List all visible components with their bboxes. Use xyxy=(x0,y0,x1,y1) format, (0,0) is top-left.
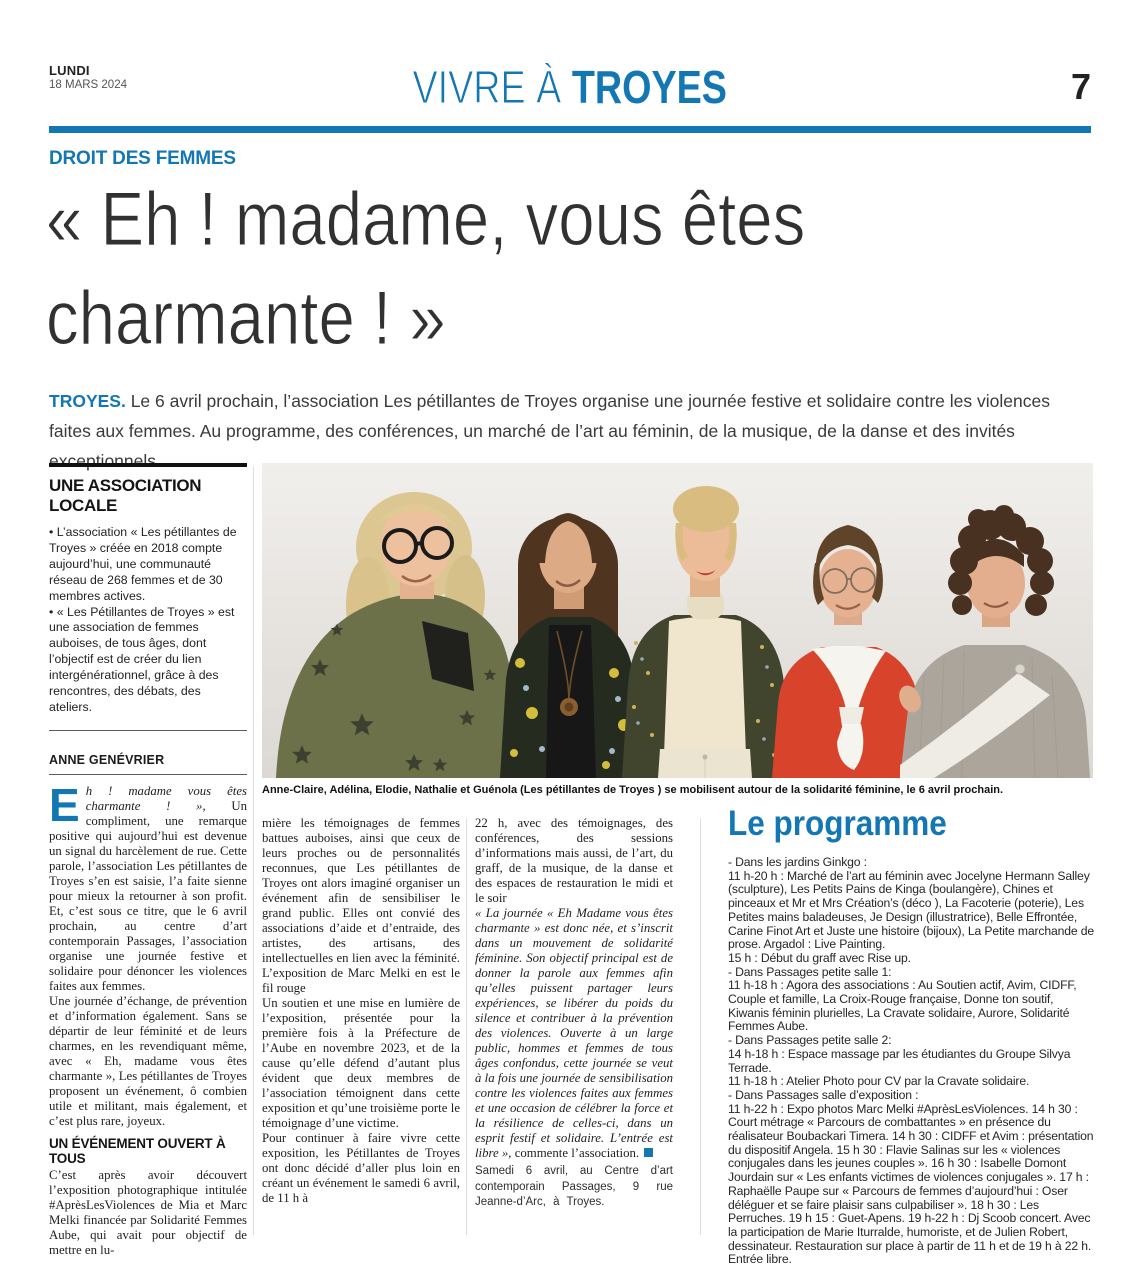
article-column-2 xyxy=(262,816,460,1206)
article-column-1 xyxy=(49,778,247,1258)
column-divider xyxy=(253,466,254,1235)
fact-box xyxy=(49,463,247,716)
headline-line-2: charmante ! » xyxy=(46,276,446,361)
section-title-light: VIVRE À xyxy=(412,61,573,113)
header-rule xyxy=(49,126,1091,133)
article-column-3 xyxy=(475,816,673,1211)
programme-line: 11 h-18 h : Agora des associations : Au Soutien actif, Avim, CIDFF, Couple et famille, La Croix-Rouge française, Donne ton soutif, Kiwanis féminin plurielles, La Cravate solidaire, Aurore, Solidarité Femmes Aube. xyxy=(728,978,1077,1034)
page-number: 7 xyxy=(1070,66,1091,107)
byline: ANNE GENÉVRIER xyxy=(49,730,247,775)
programme-line: 15 h : Début du graff avec Rise up. xyxy=(728,950,911,965)
drop-cap: E xyxy=(49,778,80,831)
lede-text: Le 6 avril prochain, l’association Les pétillantes de Troyes organise une journée festive et solidaire contre les violences faites aux femmes. Au programme, des conférences, un marché de l’art au féminin, de la musique, de la danse et des invités exceptionnels. xyxy=(49,391,1050,471)
column-divider xyxy=(700,818,701,1235)
date: 18 MARS 2024 xyxy=(49,78,127,91)
paragraph xyxy=(475,906,673,1161)
programme-line: 14 h-18 h : Espace massage par les étudiantes du Groupe Silvya Terrade. xyxy=(728,1046,1071,1075)
left-rail xyxy=(49,463,247,1258)
programme-section xyxy=(728,804,1094,1267)
programme-title: Le programme xyxy=(728,804,947,843)
programme-line: 11 h-18 h : Atelier Photo pour CV par la Cravate solidaire. xyxy=(728,1074,1030,1089)
programme-line: - Dans Passages salle d’exposition : xyxy=(728,1087,919,1102)
headline-line-1: « Eh ! madame, vous êtes xyxy=(46,177,806,262)
fact-box-item: • « Les Pétillantes de Troyes » est une association de femmes auboises, de tous âges, dont l’objectif est de créer du lien intergénérationnel, grâce à des rencontres, des débats, des ateliers. xyxy=(49,605,247,716)
group-photo xyxy=(262,463,1093,778)
paragraph: Un soutien et une mise en lumière de l’exposition, présentée pour la première fois à la Préfecture de l’Aube en novembre 2023, et de la cause qu’elle défend d’autant plus évident que deux membres de l’association témoignent dans cette exposition et qu’une troisième porte le témoignage d’une victime. xyxy=(262,996,460,1130)
paragraph-text: Un compliment, une remarque positive qui aujourd’hui est devenue un signal du harcèlement de rue. Cette parole, l’association Les pétillantes de Troyes s’en est saisie, l’a faite sienne pour mieux la retourner à son profit. Et, c’est sous ce titre, que le 6 avril prochain, au centre d’art contemporain Passages, l’association organise une journée festive et solidaire pour dénoncer les violences faites aux femmes. xyxy=(49,798,247,993)
paragraph: mière les témoignages de femmes battues auboises, ainsi que ceux de leurs proches ou de personnalités reconnues, que Les pétillantes de Troyes ont alors imaginé organiser un événement afin de sensibiliser le grand public. Elles ont convié des associations d’aide et d’entraide, des artistes, des artisans, des intellectuelles en lien avec la féminité. L’exposition de Marc Melki en est le fil rouge xyxy=(262,816,460,995)
paragraph: Pour continuer à faire vivre cette exposition, les Pétillantes de Troyes ont donc décidé d’aller plus loin en créant un événement le samedi 6 avril, de 11 h à xyxy=(262,1131,460,1205)
programme-line: 11 h-20 h : Marché de l’art au féminin avec Jocelyne Hermann Salley (sculpture), Les Petits Pains de Kinga (boulangère), Chines et pinceaux et Mr et Mrs Création’s (déco ), La Facoterie (poterie), Les Petites mains baladeuses, Je Design (illustratrice), Belle Effrontée, Carine Finot Art et Juste une histoire (bijoux), La Petite marchande de prose. Argadol : Live Painting. xyxy=(728,868,1095,952)
quote-fragment: h ! madame vous êtes charmante ! », xyxy=(85,783,247,813)
headline xyxy=(46,170,929,368)
practical-info: Samedi 6 avril, au Centre d’art contemporain Passages, 9 rue Jeanne-d’Arc, à Troyes. xyxy=(475,1165,673,1208)
fact-box-title: UNE ASSOCIATION LOCALE xyxy=(49,476,202,515)
programme-line: - Dans Passages petite salle 2: xyxy=(728,1033,892,1048)
column-divider xyxy=(466,818,467,1235)
section-title-bold: TROYES xyxy=(572,61,728,113)
weekday: LUNDI xyxy=(49,63,90,78)
programme-line: - Dans Passages petite salle 1: xyxy=(728,964,892,979)
subhead: UN ÉVÉNEMENT OUVERT À TOUS xyxy=(49,1135,226,1166)
fact-box-item: • L’association « Les pétillantes de Troyes » créée en 2018 compte aujourd’hui, une communauté réseau de 268 femmes et de 30 membres actives. xyxy=(49,525,247,605)
lede-lead-in: TROYES. xyxy=(49,391,126,411)
paragraph: Une journée d’échange, de prévention et d’information également. Sans se départir de leur féminité et de leurs charmes, en les revendiquant même, avec « Eh, madame vous êtes charmante », Les pétillantes de Troyes proposent un événement, ô combien utile et militant, mais également, et c’est plus rare, joyeux. xyxy=(49,993,247,1128)
group-photo-illustration xyxy=(262,463,1093,778)
paragraph: 22 h, avec des témoignages, des conférences, des sessions d’informations mais aussi, de l’art, du graff, de la musique, de la danse et des espaces de restauration le midi et le soir xyxy=(475,816,673,905)
quote-text: « La journée « Eh Madame vous êtes charmante » est donc née, et s’inscrit dans un mouvement de solidarité féminine. Son objectif principal est de donner la parole aux femmes afin qu’elles puissent partager leurs expériences, se libérer du poids du silence et contribuer à la prévention des violences. Ouverte à un large public, hommes et femmes de tous âges confondus, cette journée se veut à la fois une journée de sensibilisation contre les violences faites aux femmes et une occasion de célébrer la force et la résilience de celles-ci, dans un esprit festif et solidaire. L’entrée est libre », xyxy=(475,906,673,1160)
end-of-article-marker xyxy=(644,1148,653,1157)
photo-caption: Anne-Claire, Adélina, Elodie, Nathalie et Guénola (Les pétillantes de Troyes ) se mobilisent autour de la solidarité féminine, le 6 avril prochain. xyxy=(262,784,1004,796)
quote-attribution: commente l’association. xyxy=(511,1146,640,1160)
paragraph: C’est après avoir découvert l’exposition photographique intitulée #AprèsLesViolences de Mia et Marc Melki financée par Solidarité Femmes Aube, qui avait pour objectif de mettre en lu- xyxy=(49,1167,247,1257)
programme-line: - Dans les jardins Ginkgo : xyxy=(728,855,867,869)
programme-line: 11 h-22 h : Expo photos Marc Melki #AprèsLesViolences. 14 h 30 : Court métrage « Parcours de combattantes » en présence du réalisateur Boubackari Timera. 14 h 30 : CIDFF et Avim : présentation du dispositif Angela. 15 h 30 : Flavie Salinas sur les « violences conjugales dans les jeunes couples ». 16 h 30 : Isabelle Domont Jourdain sur « Les enfants victimes de violences conjugales ». 17 h : Raphaëlle Paupe sur « Parcours de femmes d’aujourd’hui : Oser déléguer et se faire plaisir sans culpabiliser ». 18 h 30 : Les Perruches. 19 h 15 : Guet-Apens. 19 h-22 h : Dj Scoob concert. Avec la participation de Marie Iturralde, humoriste, et de Julien Robert, dessinateur. Restauration sur place à partir de 11 h et de 19 h à 22 h. Entrée libre. xyxy=(728,1101,1094,1267)
paragraph xyxy=(49,778,247,994)
kicker: DROIT DES FEMMES xyxy=(49,148,236,169)
section-title xyxy=(0,61,1140,113)
fact-box-list xyxy=(49,525,247,716)
